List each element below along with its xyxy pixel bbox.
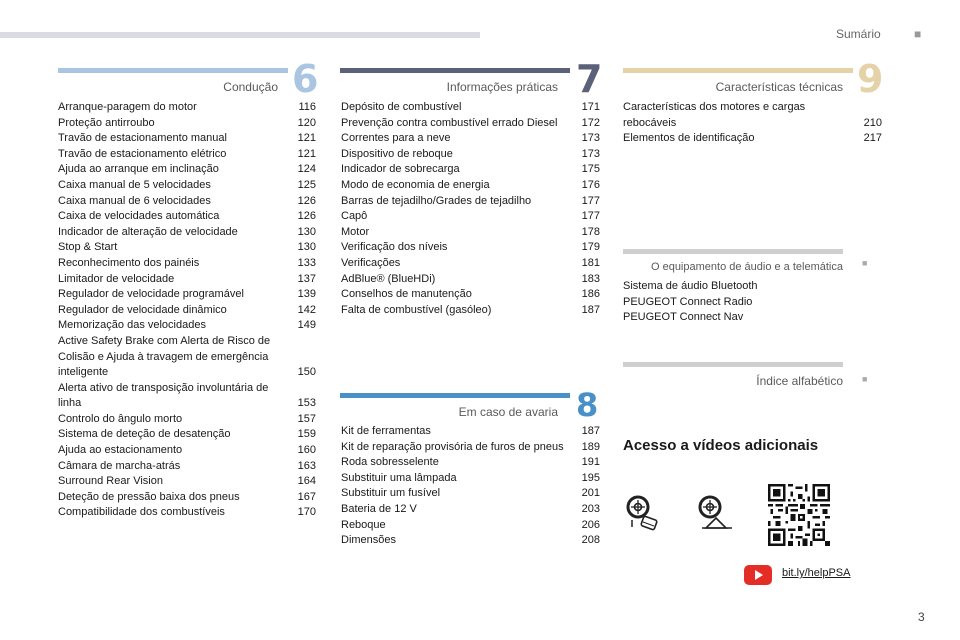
- toc-entry-label: PEUGEOT Connect Nav: [623, 311, 744, 324]
- chapter-8-toc: [341, 424, 600, 549]
- toc-entry-label: Caixa manual de 6 velocidades: [58, 194, 211, 207]
- toc-entry[interactable]: [58, 100, 316, 116]
- toc-entry-page: 173: [581, 147, 600, 160]
- chapter-6-header[interactable]: [58, 57, 319, 101]
- toc-entry-label: Depósito de combustível: [341, 101, 462, 113]
- toc-entry[interactable]: [58, 412, 316, 428]
- toc-entry-page: 167: [297, 490, 316, 503]
- top-progress-bar: [0, 32, 480, 38]
- toc-entry[interactable]: [58, 427, 316, 443]
- toc-entry-label: Correntes para a neve: [341, 132, 451, 145]
- toc-entry-label: Stop & Start: [58, 241, 118, 254]
- breadcrumb[interactable]: Sumário: [836, 27, 881, 41]
- toc-entry-label: Elementos de identificação: [623, 132, 755, 145]
- audio-section-title: O equipamento de áudio e a telemática: [650, 261, 843, 273]
- toc-entry-page: 126: [297, 194, 316, 207]
- toc-entry-page: 163: [297, 459, 316, 472]
- toc-entry-page: 121: [297, 147, 316, 160]
- toc-entry-page: 125: [297, 178, 316, 191]
- toc-entry-page: 191: [581, 456, 600, 469]
- toc-entry[interactable]: [58, 178, 316, 194]
- toc-entry-label: Indicador de sobrecarga: [341, 163, 460, 176]
- toc-entry-page: 120: [297, 116, 316, 129]
- toc-entry-page: 177: [581, 210, 600, 223]
- toc-entry-label: AdBlue® (BlueHDi): [341, 272, 436, 285]
- index-section-bar: [623, 362, 843, 367]
- toc-entry-label: Surround Rear Vision: [58, 475, 163, 488]
- toc-entry-label: Modo de economia de energia: [341, 178, 490, 191]
- toc-entry-page: 179: [581, 241, 600, 254]
- toc-entry[interactable]: [58, 162, 316, 178]
- chapter-6-toc: [58, 100, 316, 521]
- toc-entry-label: Arranque-paragem do motor: [58, 101, 197, 113]
- toc-entry-label: Regulador de velocidade programável: [58, 288, 244, 301]
- toc-entry-page: 183: [581, 272, 600, 285]
- toc-entry-label: Reboque: [341, 518, 386, 531]
- toc-entry-label: Conselhos de manutenção: [341, 288, 472, 301]
- toc-entry[interactable]: [341, 116, 600, 132]
- help-link[interactable]: bit.ly/helpPSA: [782, 567, 851, 579]
- toc-entry-label: Memorização das velocidades: [58, 319, 206, 332]
- toc-entry-page: 173: [581, 132, 600, 145]
- toc-entry-page: 130: [297, 225, 316, 238]
- toc-entry-label: Caixa de velocidades automática: [58, 210, 220, 223]
- toc-entry-page: 210: [863, 116, 882, 129]
- toc-entry-label: Sistema de deteção de desatenção: [58, 428, 231, 441]
- toc-entry-label: Alerta ativo de transposição involuntária de linha: [58, 381, 269, 410]
- toc-entry[interactable]: [58, 318, 316, 334]
- audio-section-toc: [623, 279, 853, 326]
- toc-entry-label: Proteção antirroubo: [58, 116, 155, 129]
- toc-entry-label: Compatibilidade dos combustíveis: [58, 506, 225, 519]
- toc-entry-page: 195: [581, 471, 600, 484]
- toc-entry-label: Verificação dos níveis: [341, 241, 448, 254]
- toc-entry[interactable]: [341, 287, 600, 303]
- toc-entry[interactable]: [623, 100, 882, 131]
- toc-entry-page: 208: [581, 534, 600, 547]
- toc-entry-page: 116: [298, 101, 316, 113]
- toc-entry-page: 217: [863, 132, 882, 145]
- toc-entry[interactable]: [341, 272, 600, 288]
- toc-entry-page: 160: [297, 444, 316, 457]
- toc-entry-label: Dispositivo de reboque: [341, 147, 453, 160]
- toc-entry-label: Deteção de pressão baixa dos pneus: [58, 490, 240, 503]
- chapter-7-number: 7: [576, 57, 603, 101]
- toc-entry-label: Travão de estacionamento elétrico: [58, 147, 227, 160]
- toc-entry-page: 159: [297, 428, 316, 441]
- toc-entry-label: Roda sobresselente: [341, 456, 439, 469]
- toc-entry-label: Motor: [341, 225, 370, 238]
- toc-entry-label: Kit de reparação provisória de furos de pneus: [341, 440, 564, 453]
- toc-entry-page: 150: [297, 366, 316, 379]
- toc-entry-label: Indicador de alteração de velocidade: [58, 225, 238, 238]
- toc-entry[interactable]: [58, 147, 316, 163]
- toc-entry-label: Travão de estacionamento manual: [58, 132, 227, 145]
- index-section-header[interactable]: [623, 362, 883, 392]
- chapter-7-bar: [340, 68, 570, 73]
- toc-entry-page: 164: [297, 475, 316, 488]
- chapter-7-title: Informações práticas: [446, 80, 558, 94]
- toc-entry[interactable]: [341, 303, 600, 319]
- toc-entry-page: 142: [297, 303, 316, 316]
- toc-entry[interactable]: [341, 471, 600, 487]
- toc-entry-page: 171: [581, 101, 600, 113]
- toc-entry[interactable]: [58, 209, 316, 225]
- toc-entry-label: Características dos motores e cargas rebocáveis: [623, 101, 806, 129]
- toc-entry[interactable]: [58, 131, 316, 147]
- index-section-dot: ■: [862, 374, 868, 384]
- toc-entry-page: 172: [581, 116, 600, 129]
- toc-entry-label: Substituir uma lâmpada: [341, 471, 457, 484]
- toc-entry-page: 121: [297, 132, 316, 145]
- toc-entry-label: Ajuda ao estacionamento: [58, 444, 183, 457]
- toc-entry[interactable]: [58, 334, 316, 381]
- toc-entry[interactable]: [341, 533, 600, 549]
- chapter-9-bar: [623, 68, 853, 73]
- toc-entry[interactable]: [341, 486, 600, 502]
- toc-entry[interactable]: [58, 443, 316, 459]
- toc-entry-label: Kit de ferramentas: [341, 425, 431, 437]
- toc-entry-page: 153: [297, 397, 316, 410]
- toc-entry-label: Substituir um fusível: [341, 487, 441, 500]
- chapter-8-title: Em caso de avaria: [458, 405, 558, 419]
- chapter-8-header[interactable]: [340, 386, 602, 424]
- toc-entry-page: 126: [297, 210, 316, 223]
- breadcrumb-dot: ■: [914, 27, 922, 41]
- toc-entry-page: 201: [581, 487, 600, 500]
- toc-entry[interactable]: [623, 310, 853, 326]
- toc-entry[interactable]: [341, 424, 600, 440]
- toc-entry[interactable]: [58, 505, 316, 521]
- audio-section-bar: [623, 249, 843, 254]
- toc-entry-page: 187: [581, 425, 600, 437]
- chapter-8-bar: [340, 393, 570, 398]
- chapter-9-title: Características técnicas: [715, 80, 843, 94]
- toc-entry-page: 181: [581, 256, 600, 269]
- toc-entry[interactable]: [58, 116, 316, 132]
- toc-entry[interactable]: [341, 209, 600, 225]
- toc-entry[interactable]: [58, 272, 316, 288]
- toc-entry[interactable]: [623, 295, 853, 311]
- chapter-7-header[interactable]: [340, 57, 603, 101]
- toc-entry-label: Controlo do ângulo morto: [58, 412, 183, 425]
- videos-title: Acesso a vídeos adicionais: [623, 437, 819, 454]
- chapter-9-number: 9: [857, 57, 884, 101]
- toc-entry[interactable]: [58, 303, 316, 319]
- toc-entry-label: Ajuda ao arranque em inclinação: [58, 163, 219, 176]
- toc-entry[interactable]: [623, 279, 853, 295]
- chapter-6-title: Condução: [223, 80, 278, 94]
- toc-entry-page: 149: [297, 319, 316, 332]
- toc-entry-page: 177: [581, 194, 600, 207]
- toc-entry-page: 203: [581, 502, 600, 515]
- chapter-7-toc: [341, 100, 600, 318]
- toc-entry-page: 178: [581, 225, 600, 238]
- toc-entry[interactable]: [341, 147, 600, 163]
- toc-entry[interactable]: [58, 194, 316, 210]
- toc-entry[interactable]: [341, 240, 600, 256]
- toc-entry-page: 139: [297, 288, 316, 301]
- toc-entry-page: 206: [581, 518, 600, 531]
- toc-entry[interactable]: [341, 194, 600, 210]
- toc-entry[interactable]: [341, 518, 600, 534]
- toc-entry[interactable]: [58, 459, 316, 475]
- qr-code-icon[interactable]: [768, 484, 830, 551]
- audio-section-header[interactable]: [623, 249, 883, 279]
- toc-entry[interactable]: [58, 474, 316, 490]
- toc-entry[interactable]: [341, 502, 600, 518]
- chapter-6-number: 6: [292, 57, 319, 101]
- toc-entry-page: 133: [297, 256, 316, 269]
- chapter-8-number: 8: [576, 386, 599, 424]
- toc-entry[interactable]: [341, 162, 600, 178]
- toc-entry[interactable]: [341, 131, 600, 147]
- toc-entry-label: Limitador de velocidade: [58, 272, 175, 285]
- toc-entry-page: 170: [297, 506, 316, 519]
- toc-entry[interactable]: [623, 131, 882, 147]
- toc-entry-label: Capô: [341, 210, 368, 223]
- toc-entry-page: 137: [297, 272, 316, 285]
- toc-entry-label: Active Safety Brake com Alerta de Risco de Colisão e Ajuda à travagem de emergência inteligente: [58, 334, 271, 379]
- toc-entry-label: Reconhecimento dos painéis: [58, 256, 200, 269]
- toc-entry[interactable]: [58, 240, 316, 256]
- toc-entry-page: 186: [581, 288, 600, 301]
- toc-entry-label: Falta de combustível (gasóleo): [341, 303, 492, 316]
- toc-entry-page: 130: [297, 241, 316, 254]
- wheel-kit-icon[interactable]: [624, 494, 664, 539]
- toc-entry-label: Prevenção contra combustível errado Diesel: [341, 116, 558, 129]
- toc-entry[interactable]: [58, 490, 316, 506]
- wheel-jack-icon[interactable]: [696, 494, 736, 539]
- toc-entry-page: 187: [581, 303, 600, 316]
- toc-entry-label: Dimensões: [341, 534, 397, 547]
- toc-entry[interactable]: [341, 256, 600, 272]
- toc-entry[interactable]: [341, 225, 600, 241]
- toc-entry[interactable]: [341, 100, 600, 116]
- index-section-title: Índice alfabético: [756, 374, 843, 388]
- toc-entry-page: 157: [297, 412, 316, 425]
- toc-entry-page: 189: [581, 440, 600, 453]
- toc-entry-label: Câmara de marcha-atrás: [58, 459, 181, 472]
- chapter-6-bar: [58, 68, 288, 73]
- toc-entry[interactable]: [341, 440, 600, 456]
- toc-entry-page: 175: [581, 163, 600, 176]
- toc-entry-page: 176: [581, 178, 600, 191]
- toc-entry-page: 124: [297, 163, 316, 176]
- toc-entry[interactable]: [58, 381, 316, 412]
- chapter-9-header[interactable]: [623, 57, 884, 101]
- toc-entry[interactable]: [58, 256, 316, 272]
- toc-entry-label: PEUGEOT Connect Radio: [623, 295, 753, 308]
- toc-entry[interactable]: [341, 455, 600, 471]
- toc-entry-label: Verificações: [341, 256, 401, 269]
- toc-entry-label: Bateria de 12 V: [341, 502, 417, 515]
- chapter-9-toc: [623, 100, 882, 147]
- toc-entry[interactable]: [58, 287, 316, 303]
- youtube-play-icon[interactable]: [744, 565, 772, 585]
- toc-entry[interactable]: [341, 178, 600, 194]
- toc-entry-label: Regulador de velocidade dinâmico: [58, 303, 227, 316]
- toc-entry-label: Barras de tejadilho/Grades de tejadilho: [341, 194, 532, 207]
- toc-entry[interactable]: [58, 225, 316, 241]
- audio-section-dot: ■: [862, 258, 868, 268]
- page-number: 3: [918, 610, 925, 624]
- toc-entry-label: Caixa manual de 5 velocidades: [58, 178, 211, 191]
- toc-entry-label: Sistema de áudio Bluetooth: [623, 280, 758, 292]
